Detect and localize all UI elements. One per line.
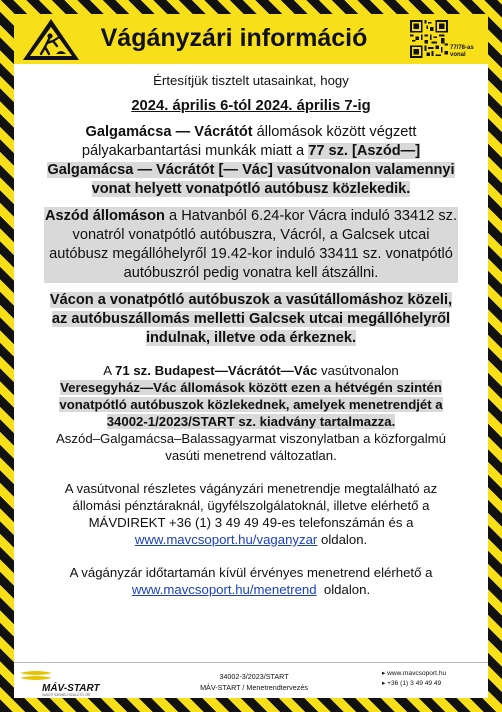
balassagyarmat-info: Aszód–Galgamácsa–Balassagyarmat viszonylatban a közforgalmú vasúti menetrend változatlan.	[56, 431, 446, 463]
page-title: Vágányzári információ	[100, 24, 368, 52]
intro-text: Értesítjük tisztelt utasainkat, hogy	[153, 73, 349, 88]
closure-section: Galgamácsa — Vácrátót	[85, 124, 253, 140]
globe-icon: ▸	[382, 670, 386, 677]
footer	[14, 662, 488, 699]
transfer-details: a Hatvanból 6.24-kor Vácra induló 33412 sz. vonatról vonatpótló autóbuszra, Vácról, a Galcsek utcai autóbusz megállóhelyről 19.42-kor induló 33411 sz. vonatpótló autóbuszról pedig vonatra kell átszállni.	[49, 208, 458, 281]
footer-contact	[382, 669, 486, 689]
notice-body	[44, 72, 458, 598]
logo-subtext: VASÚTI SZEMÉLYSZÁLLÍTÓ ZRT.	[42, 693, 92, 697]
footer-website[interactable]: www.mavcsoport.hu	[387, 670, 447, 677]
logo-text: MÁV-START	[42, 683, 100, 694]
closure-replacement: 77 sz. [Aszód—] Galgamácsa — Vácrátót [— Vác] vasútvonalon valamennyi vonat helyett vonatpótló autóbusz közlekedik.	[47, 143, 455, 197]
timetable-info: A vasútvonal részletes vágányzári menetrendje megtalálható az állomási pénztáraknál, ügyfélszolgálatoknál, illetve elérhető a MÁVDIREKT +36 (1) 3 49 49 49-es telefonszámán és a	[64, 481, 438, 530]
footer-document-info	[164, 671, 344, 693]
line71-prefix: A	[103, 363, 116, 378]
publisher: MÁV-START / Menetrendtervezés	[200, 683, 308, 692]
footer-phone-row	[382, 679, 486, 689]
paragraph-timetable	[44, 480, 458, 548]
vac-stop-info: Vácon a vonatpótló autóbuszok a vasútállomáshoz közeli, az autóbuszállomás melletti Galcsek utcai megállóhelyről indulnak, illetve oda érkeznek.	[49, 292, 453, 346]
menetrend-link-suffix: oldalon.	[316, 582, 371, 597]
closure-reason: állomások között végzett pályakarbantartási munkák miatt a	[81, 124, 417, 159]
validity-dates: 2024. április 6-tól 2024. április 7-ig	[131, 98, 371, 114]
document-number: 34002-3/2023/START	[219, 672, 289, 681]
qr-code-icon[interactable]	[410, 20, 448, 58]
line71-replacement: Veresegyház—Vác állomások között ezen a hétvégén szintén vonatpótló autóbuszok közlekednek, amelyek menetrendjét a 34002-1/2023/START sz. kiadvány tartalmazza.	[59, 380, 443, 429]
line71-name: 71 sz. Budapest—Vácrátót—Vác	[115, 363, 318, 378]
vaganyzar-link-suffix: oldalon.	[317, 532, 368, 547]
footer-website-row[interactable]	[382, 669, 486, 679]
paragraph-line71	[44, 362, 458, 464]
footer-phone: +36 (1) 3 49 49 49	[387, 680, 442, 687]
regular-timetable-info: A vágányzár időtartamán kívül érvényes menetrend elérhető a	[69, 565, 433, 580]
transfer-station: Aszód állomáson	[44, 208, 165, 224]
road-works-warning-icon	[20, 16, 82, 62]
paragraph-closure	[44, 123, 458, 199]
phone-icon: ▸	[382, 680, 386, 687]
qr-line-label: 77/78-as vonal	[450, 45, 474, 58]
notice-sheet	[14, 14, 488, 698]
paragraph-vac-stop	[44, 291, 458, 348]
header-band	[14, 14, 488, 64]
mav-start-logo	[18, 667, 114, 697]
paragraph-regular-timetable	[44, 564, 458, 598]
vaganyzar-link[interactable]: www.mavcsoport.hu/vaganyzar	[134, 532, 318, 547]
menetrend-link[interactable]: www.mavcsoport.hu/menetrend	[131, 582, 317, 597]
line71-suffix: vasútvonalon	[317, 363, 399, 378]
paragraph-transfer	[44, 207, 458, 283]
